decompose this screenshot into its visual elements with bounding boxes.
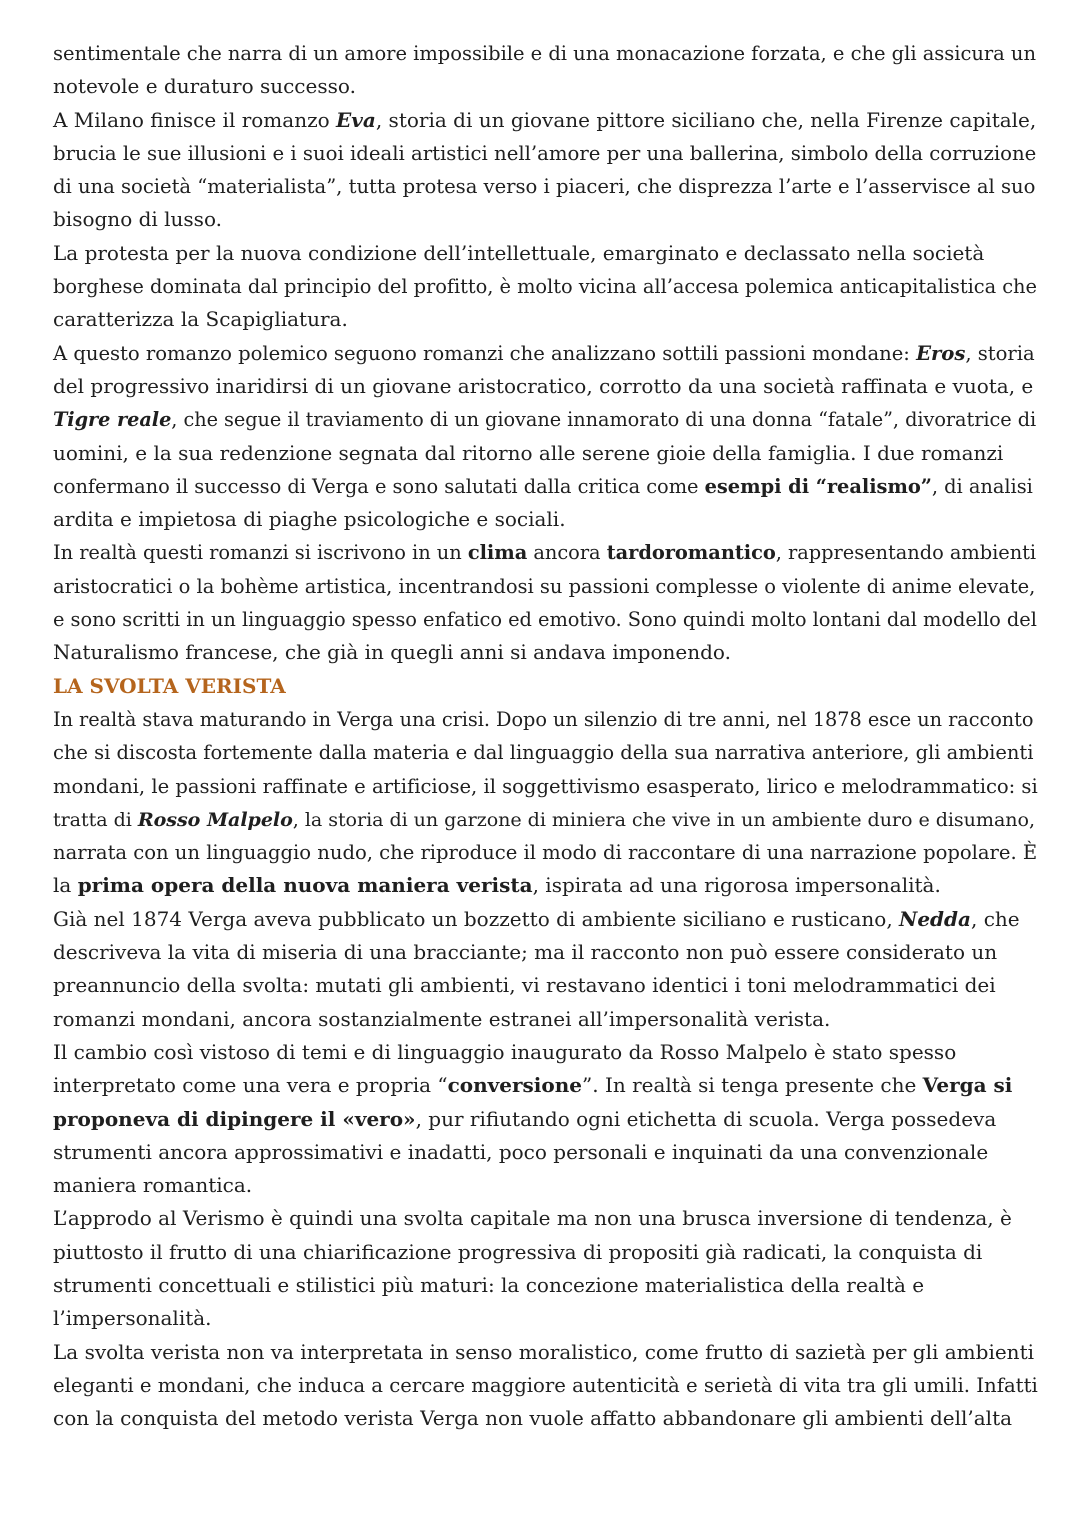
text-run: , ispirata ad una rigorosa impersonalità. <box>532 873 941 898</box>
text-run: , la storia di un garzone di miniera che vive in un ambiente duro e disumano, <box>292 807 1035 831</box>
text-run: , che segue il traviamento di un giovane innamorato di una donna “fatale”, divoratrice di <box>171 408 1037 432</box>
text-line <box>53 570 1038 603</box>
text-run: strumenti ancora approssimativi e inadatti, poco personali e inquinati da una convenzionale <box>53 1139 989 1164</box>
text-run: confermano il successo di Verga e sono salutati dalla critica come <box>53 474 705 498</box>
text-line <box>53 736 1038 769</box>
bold-phrase: clima <box>467 541 528 565</box>
text-run: ”. In realtà si tenga presente che <box>582 1073 923 1098</box>
text-run: In realtà questi romanzi si iscrivono in un <box>53 541 468 565</box>
text-run: Già nel 1874 Verga aveva pubblicato un bozzetto di ambiente siciliano e rusticano, <box>53 906 900 931</box>
text-line <box>53 1302 1038 1335</box>
text-line <box>53 1336 1038 1369</box>
text-line <box>53 1103 1038 1136</box>
work-title: Tigre reale <box>53 408 172 432</box>
work-title: Rosso Malpelo <box>137 807 293 831</box>
document-body <box>53 37 1038 1435</box>
text-run: , storia <box>965 341 1035 365</box>
text-run: A Milano finisce il romanzo <box>53 107 337 132</box>
text-line <box>53 437 1038 470</box>
bold-phrase: prima opera della nuova maniera verista <box>77 873 533 898</box>
text-line <box>53 770 1038 803</box>
text-run: romanzi mondani, ancora sostanzialmente estranei all’impersonalità verista. <box>53 1006 831 1031</box>
text-run: piuttosto il frutto di una chiarificazione progressiva di propositi già radicati, la conquista di <box>53 1239 983 1264</box>
text-run: la <box>53 873 78 898</box>
heading-text: LA SVOLTA VERISTA <box>53 673 286 698</box>
text-line <box>53 703 1038 736</box>
text-line <box>53 370 1038 403</box>
bold-phrase: conversione <box>447 1073 582 1098</box>
bold-phrase: tardoromantico <box>606 541 776 565</box>
text-line <box>53 337 1038 370</box>
text-line <box>53 1036 1038 1069</box>
text-run: sentimentale che narra di un amore impossibile e di una monacazione forzata, e che gli assicura un <box>53 42 1036 65</box>
text-run: In realtà stava maturando in Verga una crisi. Dopo un silenzio di tre anni, nel 1878 esce un racconto <box>53 707 1034 731</box>
text-line <box>53 237 1038 270</box>
text-run: bisogno di lusso. <box>53 207 222 232</box>
text-line <box>53 836 1038 869</box>
text-line <box>53 37 1038 70</box>
text-line <box>53 1003 1038 1036</box>
work-title: Eros <box>916 341 966 365</box>
text-run: , pur rifiutando ogni etichetta di scuola. Verga possedeva <box>415 1106 997 1131</box>
text-run: l’impersonalità. <box>53 1306 212 1331</box>
text-run: eleganti e mondani, che induca a cercare maggiore autenticità e serietà di vita tra gli umili. Infatti <box>53 1373 1038 1397</box>
text-line <box>53 503 1038 536</box>
text-run: , che <box>970 906 1020 931</box>
text-run: descriveva la vita di miseria di una bracciante; ma il racconto non può essere considerato un <box>53 940 998 965</box>
text-run: che si discosta fortemente dalla materia e dal linguaggio della sua narrativa anteriore, gli ambienti <box>53 741 1034 765</box>
text-run: maniera romantica. <box>53 1173 253 1198</box>
section-heading <box>53 670 1038 703</box>
text-run: , di analisi <box>931 474 1033 498</box>
text-line <box>53 203 1038 236</box>
text-line <box>53 303 1038 336</box>
text-line <box>53 70 1038 103</box>
work-title: Eva <box>336 107 376 132</box>
text-run: brucia le sue illusioni e i suoi ideali artistici nell’amore per una ballerina, simbolo della corruzione <box>53 141 1037 165</box>
text-run: tratta di <box>53 807 138 831</box>
text-run: La svolta verista non va interpretata in senso moralistico, come frutto di sazietà per gli ambienti <box>53 1339 1034 1364</box>
text-run: aristocratici o la bohème artistica, incentrandosi su passioni complesse o violente di anime elevate, <box>53 574 1036 598</box>
text-run: Naturalismo francese, che già in quegli anni si andava imponendo. <box>53 640 731 665</box>
text-run: strumenti concettuali e stilistici più maturi: la concezione materialistica della realtà e <box>53 1272 925 1297</box>
text-line <box>53 536 1038 569</box>
text-line <box>53 270 1038 303</box>
text-line <box>53 869 1038 902</box>
text-line <box>53 470 1038 503</box>
text-run: , rappresentando ambienti <box>775 541 1037 565</box>
text-line <box>53 1202 1038 1235</box>
text-line <box>53 969 1038 1002</box>
text-run: Il cambio così vistoso di temi e di linguaggio inaugurato da Rosso Malpelo è stato spesso <box>53 1039 957 1064</box>
text-line <box>53 1402 1038 1435</box>
text-line <box>53 1136 1038 1169</box>
text-run: ardita e impietosa di piaghe psicologiche e sociali. <box>53 507 566 532</box>
text-line <box>53 1269 1038 1302</box>
text-run: preannuncio della svolta: mutati gli ambienti, vi restavano identici i toni melodrammatici dei <box>53 973 996 998</box>
text-run: notevole e duraturo successo. <box>53 74 356 99</box>
text-line <box>53 803 1038 836</box>
work-title: Nedda <box>899 906 971 931</box>
text-line <box>53 1369 1038 1402</box>
text-run: mondani, le passioni raffinate e artificiose, il soggettivismo esasperato, lirico e melodrammatico: si <box>53 774 1038 798</box>
text-run: di una società “materialista”, tutta protesa verso i piaceri, che disprezza l’arte e l’asservisce al suo <box>53 175 1036 199</box>
bold-phrase: Verga si <box>922 1073 1013 1098</box>
text-line <box>53 403 1038 436</box>
text-line <box>53 1169 1038 1202</box>
text-run: La protesta per la nuova condizione dell’intellettuale, emarginato e declassato nella società <box>53 240 985 265</box>
text-line <box>53 936 1038 969</box>
text-line <box>53 170 1038 203</box>
text-run: con la conquista del metodo verista Verga non vuole affatto abbandonare gli ambienti dell’alta <box>53 1406 1013 1431</box>
text-run: ancora <box>527 541 607 565</box>
text-run: narrata con un linguaggio nudo, che riproduce il modo di raccontare di una narrazione popolare. È <box>53 841 1038 865</box>
text-run: uomini, e la sua redenzione segnata dal ritorno alle serene gioie della famiglia. I due romanzi <box>53 440 1004 465</box>
text-line <box>53 903 1038 936</box>
text-line <box>53 636 1038 669</box>
text-line <box>53 1236 1038 1269</box>
text-run: , storia di un giovane pittore siciliano che, nella Firenze capitale, <box>375 107 1037 132</box>
text-run: borghese dominata dal principio del profitto, è molto vicina all’accesa polemica anticapitalistica che <box>53 275 1037 299</box>
text-line <box>53 1069 1038 1102</box>
text-run: interpretato come una vera e propria “ <box>53 1073 448 1098</box>
text-run: A questo romanzo polemico seguono romanzi che analizzano sottili passioni mondane: <box>53 341 917 365</box>
text-run: del progressivo inaridirsi di un giovane aristocratico, corrotto da una società raffinata e vuota, e <box>53 373 1034 398</box>
text-line <box>53 603 1038 636</box>
text-line <box>53 104 1038 137</box>
text-line <box>53 137 1038 170</box>
text-run: e sono scritti in un linguaggio spesso enfatico ed emotivo. Sono quindi molto lontani dal modello del <box>53 608 1037 632</box>
bold-phrase: proponeva di dipingere il «vero» <box>53 1106 416 1131</box>
text-run: L’approdo al Verismo è quindi una svolta capitale ma non una brusca inversione di tendenza, è <box>53 1206 1012 1231</box>
text-run: caratterizza la Scapigliatura. <box>53 307 348 332</box>
bold-phrase: esempi di “realismo” <box>704 474 932 498</box>
